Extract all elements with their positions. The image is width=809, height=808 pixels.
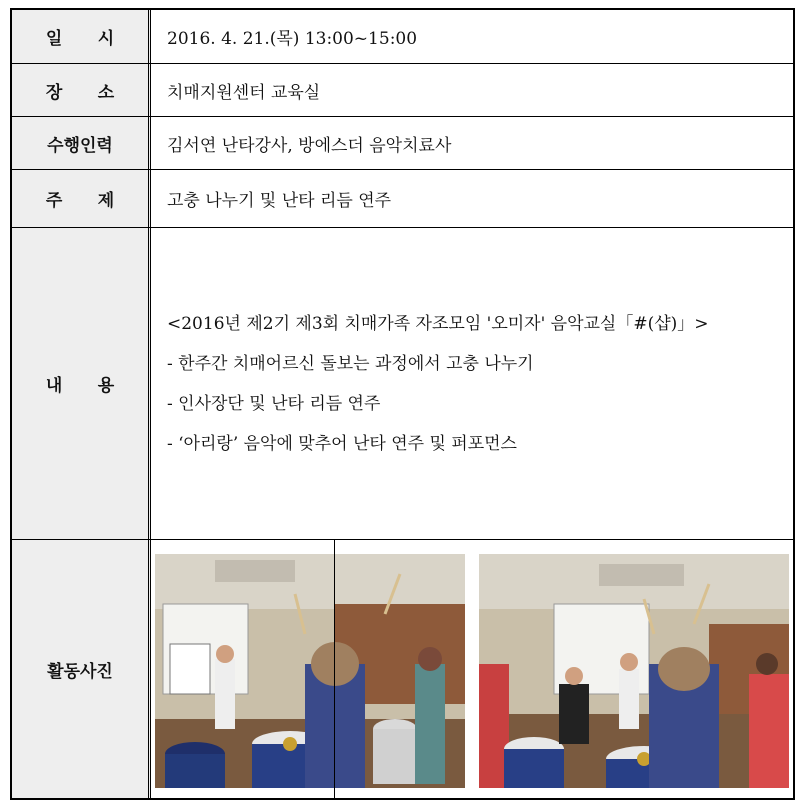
row-topic bbox=[12, 170, 793, 228]
label-place-text: 장 소 bbox=[45, 82, 115, 103]
content-line-3: - ‘아리랑’ 음악에 맞추어 난타 연주 및 퍼포먼스 bbox=[167, 434, 517, 454]
row-staff bbox=[12, 117, 793, 170]
activity-photo-2 bbox=[479, 554, 789, 788]
activity-photo-1 bbox=[155, 554, 465, 788]
label-topic bbox=[12, 170, 151, 227]
label-staff-text: 수행인력 bbox=[47, 135, 113, 156]
content-line-1: - 한주간 치매어르신 돌보는 과정에서 고충 나누기 bbox=[167, 354, 534, 374]
value-topic: 고충 나누기 및 난타 리듬 연주 bbox=[167, 191, 392, 211]
label-photos bbox=[12, 540, 151, 798]
label-datetime-text: 일 시 bbox=[45, 29, 115, 49]
content-line-2: - 인사장단 및 난타 리듬 연주 bbox=[167, 394, 381, 414]
row-place bbox=[12, 64, 793, 117]
label-datetime bbox=[12, 10, 151, 63]
label-photos-text: 활동사진 bbox=[47, 661, 113, 682]
value-place: 치매지원센터 교육실 bbox=[167, 82, 321, 103]
row-content bbox=[12, 228, 793, 540]
label-content-text: 내 용 bbox=[45, 376, 115, 396]
activity-report-table bbox=[10, 8, 795, 800]
content-lines bbox=[167, 304, 709, 464]
photo-divider bbox=[334, 540, 335, 798]
label-topic-text: 주 제 bbox=[45, 191, 115, 211]
row-photos bbox=[12, 540, 793, 798]
content-line-title: <2016년 제2기 제3회 치매가족 자조모임 '오미자' 음악교실「#(샵)」> bbox=[167, 314, 709, 334]
row-datetime bbox=[12, 10, 793, 64]
label-staff bbox=[12, 117, 151, 169]
label-content bbox=[12, 228, 151, 539]
label-place bbox=[12, 64, 151, 116]
value-staff: 김서연 난타강사, 방에스더 음악치료사 bbox=[167, 135, 452, 156]
value-datetime: 2016. 4. 21.(목) 13:00~15:00 bbox=[167, 29, 418, 49]
